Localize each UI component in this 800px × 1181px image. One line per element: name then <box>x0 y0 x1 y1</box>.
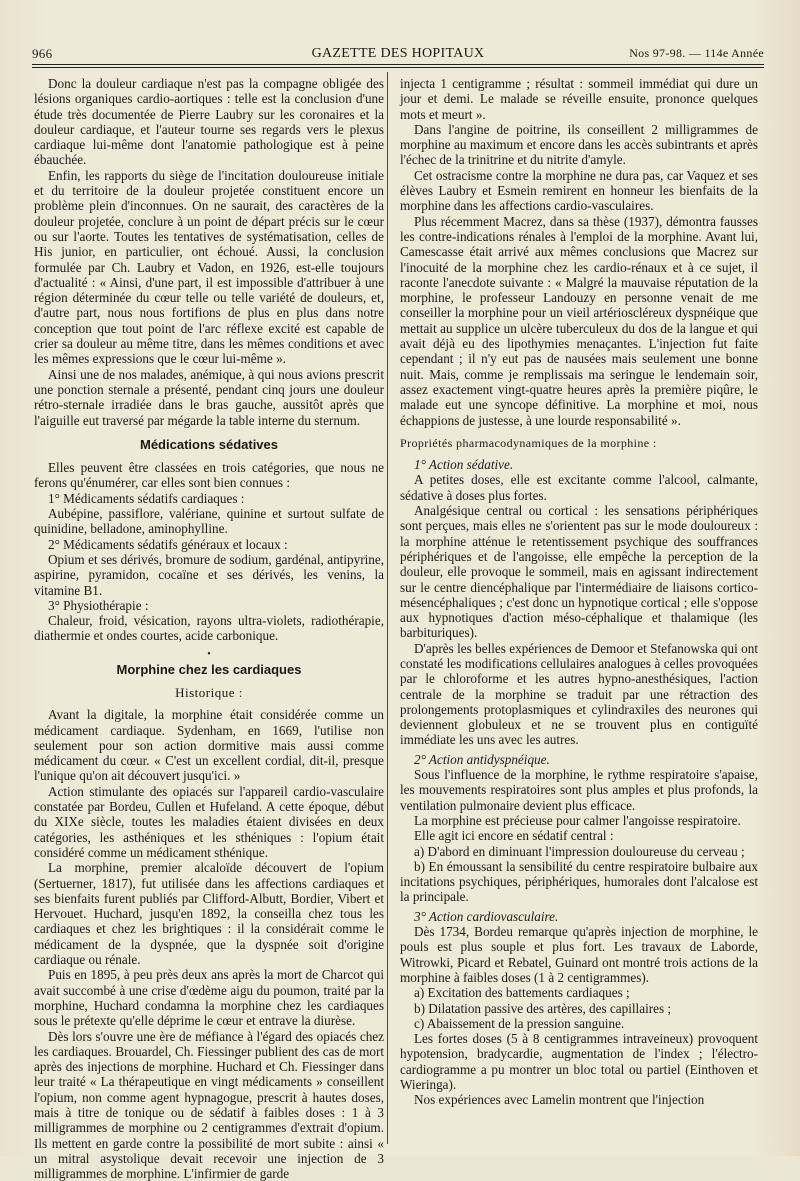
right-column <box>400 76 758 1108</box>
column-divider <box>387 72 388 1144</box>
paragraph: a) Excitation des battements cardiaques ; <box>414 985 630 1001</box>
paragraph: Les fortes doses (5 à 8 centigrammes intraveineux) provoquent hypotension, bradycardie, augmentation de l'index ; l'électro-cardiogramme a pu montrer un bloc total ou partiel (Einthoven et Wieringa). <box>400 1031 758 1092</box>
paragraph: Plus récemment Macrez, dans sa thèse (1937), démontra fausses les contre-indications rénales à l'emploi de la morphine. Avant lui, Camescasse était arrivé aux mêmes conclusions que Macrez sur l'inocuité de la morphine chez les cardio-rénaux et à ce sujet, il raconte l'anecdote suivante : « Malgré la mauvaise réputation de la morphine, le professeur Landouzy en personne venait de me conseiller la morphine pour un vieil artérioscléreux dyspnéique que mettait au supplice un ulcère tuberculeux du dos de la langue et qui avait déjà eu des lipothymies menaçantes. L'injection fut faite cependant ; il n'y eut pas de nausées mais seulement une bonne nuit. Mais, comme je remplissais ma seringue le lendemain soir, assez exactement vingt-quatre heures après la première piqûre, le malade eut une syncope définitive. La morphine et moi, nous échappions de justesse, à une lourde responsabilité ». <box>400 213 758 428</box>
paragraph: Dès 1734, Bordeu remarque qu'après injection de morphine, le pouls est plus souple et plus fort. Les travaux de Laborde, Witrowki, Picard et Rebatel, Guinard ont montré trois actions de la morphine à faibles doses (1 à 2 centigrammes). <box>400 924 758 985</box>
section-heading-morphine: Morphine chez les cardiaques <box>116 661 302 677</box>
paragraph: Chaleur, froid, vésication, rayons ultra-violets, radiothérapie, diathermie et ondes courtes, acide carbonique. <box>34 613 384 644</box>
paragraph: Enfin, les rapports du siège de l'incitation douloureuse initiale et du territoire de la douleur projetée constituent encore un problème plein d'inconnues. On ne saurait, des caractères de la douleur projetée, conclure à un point de départ précis sur le cœur ou sur l'aorte. Toutes les tentatives de systématisation, celles de His junior, en particulier, ont échoué. Aussi, la conclusion formulée par Ch. Laubry et Vadon, en 1926, est-elle toujours d'actualité : « Ainsi, d'une part, il est impossible d'attribuer à une région déterminée du cœur telle ou telle variété de douleurs, et, d'autre part, nous nous fortifions de plus en plus dans notre conception que tout point de l'arc réflexe excité est capable de crier sa douleur au même titre, dans les mêmes conditions et avec les mêmes expressions que le cœur lui-même ». <box>34 167 384 367</box>
paragraph: Nos expériences avec Lamelin montrent que l'injection <box>414 1092 705 1108</box>
paragraph: a) D'abord en diminuant l'impression douloureuse du cerveau ; <box>414 843 745 859</box>
paragraph: Avant la digitale, la morphine était considérée comme un médicament cardiaque. Sydenham, en 1669, l'utilise non seulement pour son action dormitive mais aussi comme médicament du cœur. « C'est un excellent cordial, dit-il, presque l'unique qu'on ait découvert jusqu'ici. » <box>34 707 384 784</box>
paragraph: c) Abaissement de la pression sanguine. <box>414 1015 625 1031</box>
issue-number: Nos 97-98. — 114e Année <box>629 46 764 60</box>
list-item: 3° Physiothérapie : <box>48 597 149 613</box>
list-item: 2° Médicaments sédatifs généraux et locaux : <box>48 536 288 552</box>
paragraph: Ainsi une de nos malades, anémique, à qui nous avions prescrit une ponction sternale a présenté, pendant cinq jours une douleur rétro-sternale irradiée dans le bras gauche, aussitôt après que l'aiguille eut traversé par mégarde la table interne du sternum. <box>34 366 384 428</box>
paragraph: A petites doses, elle est excitante comme l'alcool, calmante, sédative à doses plus fortes. <box>400 472 758 503</box>
page-number: 966 <box>32 46 53 61</box>
running-header <box>32 44 764 64</box>
subsection-heading-historique: Historique : <box>175 684 243 700</box>
list-item: 3° Action cardiovasculaire. <box>414 908 559 924</box>
header-rule <box>32 64 764 65</box>
paragraph: Puis en 1895, à peu près deux ans après la mort de Charcot qui avait succombé à une crise d'œdème aigu du poumon, traité par la morphine, Huchard condamna la morphine chez les cardiaques sous le prétexte qu'elle déprime le cœur et entrave la diurèse. <box>34 967 384 1029</box>
paragraph: Dès lors s'ouvre une ère de méfiance à l'égard des opiacés chez les cardiaques. Brouardel, Ch. Fiessinger publient des cas de mort après des injections de morphine. Huchard et Ch. Fiessinger dans leur traité « La thérapeutique en vingt médicaments » conseillent l'opium, non comme agent hypnagogue, prescrit à hautes doses, mais à titre de tonique ou de sédatif à faibles doses : 1 à 3 milligrammes de morphine ou 2 centigrammes d'extrait d'opium. Ils mettent en garde contre la possibilité de mort subite : ainsi « un mitral asystolique devait recevoir une injection de 3 milligrammes de morphine. L'infirmier de garde <box>34 1028 384 1181</box>
paragraph: Analgésique central ou cortical : les sensations périphériques sont perçues, mais elles ne s'orientent pas sur le mode douloureux : la morphine atténue le retentissement psychique des souffrances périphériques et de l'angoisse, elle empêche la perception de la douleur, elle provoque le sommeil, mais en agissant indirectement sur le centre diencéphalique par l'intermédiaire de liaisons cortico-mésencéphaliques ; c'est donc un hypnotique cortical ; elle s'oppose aux hypnotiques d'action méso-céphalique et thalamique (les barbituriques). <box>400 503 758 641</box>
paragraph: Elles peuvent être classées en trois catégories, que nous ne ferons qu'énumérer, car elles sont bien connues : <box>34 460 384 491</box>
paragraph: Aubépine, passiflore, valériane, quinine et surtout sulfate de quinidine, belladone, aminophylline. <box>34 506 384 537</box>
paragraph: b) Dilatation passive des artères, des capillaires ; <box>414 1000 672 1016</box>
section-heading-sedatives: Médications sédatives <box>140 436 278 452</box>
section-ornament: • <box>207 648 211 660</box>
paragraph: Opium et ses dérivés, bromure de sodium, gardénal, antipyrine, aspirine, pyramidon, cocaïne et ses dérivés, les venins, la vitamine B1. <box>34 551 384 598</box>
list-item: 1° Action sédative. <box>414 457 514 473</box>
paragraph: b) En émoussant la sensibilité du centre respiratoire bulbaire aux incitations psychiques, périphériques, humorales dont l'alcalose est la principale. <box>400 858 758 905</box>
paragraph: Cet ostracisme contre la morphine ne dura pas, car Vaquez et ses élèves Laubry et Esmein remirent en honneur les bienfaits de la morphine dans les affections cardio-vasculaires. <box>400 167 758 214</box>
subsection-heading-properties: Propriétés pharmacodynamiques de la morphine : <box>400 435 657 450</box>
list-item: 2° Action antidyspnéique. <box>414 751 550 767</box>
paragraph: Sous l'influence de la morphine, le rythme respiratoire s'apaise, les mouvements respiratoires sont plus amples et plus profonds, la ventilation pulmonaire devient plus efficace. <box>400 767 758 813</box>
paragraph: D'après les belles expériences de Demoor et Stefanowska qui ont constaté les modifications cellulaires analogues à celles provoquées par le chloroforme et les autres hypno-anesthésiques, l'action centrale de la morphine se traduit par une rétraction des prolongements protoplasmiques et cylindraxiles des neurones qui deviennent globuleux et ne se trouvent plus en contiguïté immédiate les uns avec les autres. <box>400 640 758 748</box>
paragraph: Dans l'angine de poitrine, ils conseillent 2 milligrammes de morphine au maximum et encore dans les accès subintrants et après l'échec de la trinitrine et du nitrite d'amyle. <box>400 121 758 168</box>
header-rule-thin <box>32 67 764 68</box>
paragraph: Elle agit ici encore en sédatif central : <box>414 828 614 844</box>
paragraph: La morphine, premier alcaloïde découvert de l'opium (Sertuerner, 1817), fut utilisée dans les affections cardiaques et ses bienfaits furent publiés par Clifford-Albutt, Bordier, Vibert et Hervouet. Huchard, jusqu'en 1892, la conseilla chez tous les cardiaques et chez les brightiques : il la considérait comme le médicament de la dyspnée, que la dyspnée soit d'origine cardiaque ou rénale. <box>34 860 384 968</box>
paragraph: injecta 1 centigramme ; résultat : sommeil immédiat qui dure un jour et demi. Le malade se réveille ensuite, prononce quelques mots et meurt ». <box>400 76 758 122</box>
journal-title: GAZETTE DES HOPITAUX <box>311 46 485 61</box>
paragraph: Donc la douleur cardiaque n'est pas la compagne obligée des lésions organiques cardio-aortiques : telle est la conclusion d'une étude très documentée de Pierre Laubry sur les coronaires et la douleur cardiaque, et l'auteur tourne ses regards vers le plexus cardiaque lui-même dont l'anatomie pathologique est à peine ébauchée. <box>34 76 384 168</box>
paragraph: Action stimulante des opiacés sur l'appareil cardio-vasculaire constatée par Bordeu, Cullen et Hufeland. A cette époque, début du XIXe siècle, toutes les maladies étaient divisées en deux catégories, les asthéniques et les sthéniques : l'opium était considéré comme un médicament sthénique. <box>34 783 384 860</box>
left-column <box>34 76 384 1181</box>
paragraph: La morphine est précieuse pour calmer l'angoisse respiratoire. <box>414 812 741 828</box>
list-item: 1° Médicaments sédatifs cardiaques : <box>48 490 245 506</box>
